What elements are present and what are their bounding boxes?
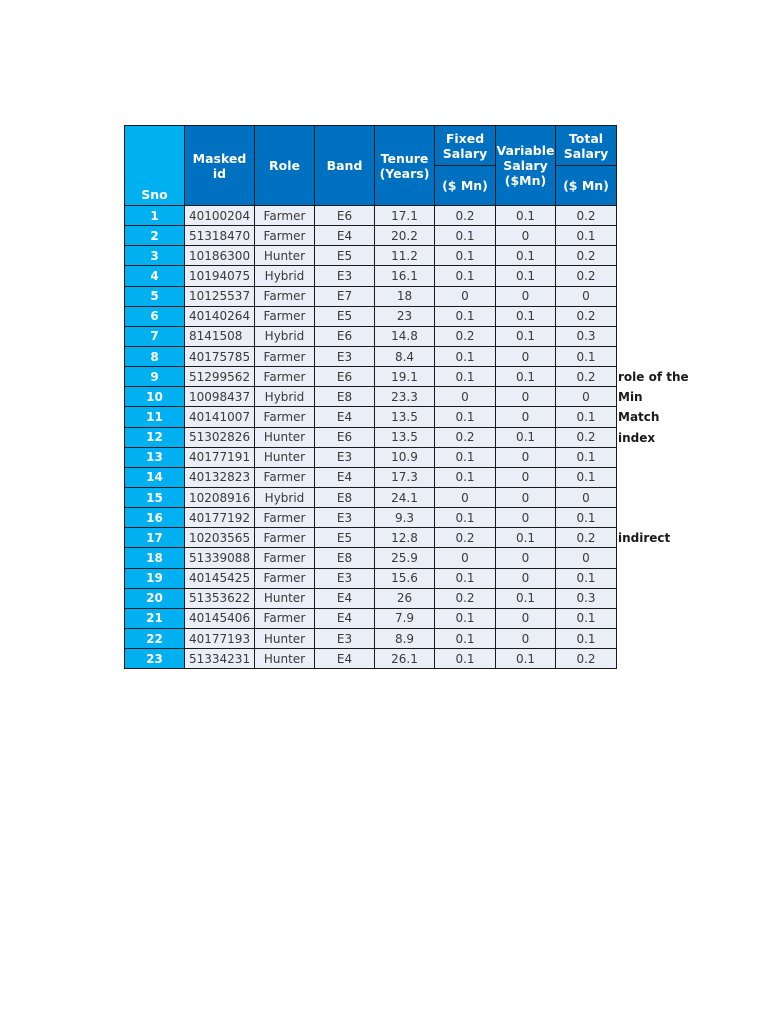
cell-variable-salary: 0.1 (496, 528, 556, 548)
cell-tenure: 15.6 (375, 568, 435, 588)
cell-total-salary: 0.1 (556, 628, 617, 648)
cell-role: Hunter (255, 447, 315, 467)
side-note-min: Min (618, 390, 643, 404)
header-fixed-unit: ($ Mn) (435, 166, 496, 206)
cell-tenure: 7.9 (375, 608, 435, 628)
side-note-match: Match (618, 410, 660, 424)
table-row (125, 326, 617, 346)
cell-masked-id: 51302826 (185, 427, 255, 447)
cell-tenure: 13.5 (375, 427, 435, 447)
cell-masked-id: 10203565 (185, 528, 255, 548)
cell-fixed-salary: 0.1 (435, 467, 496, 487)
header-role: Role (255, 126, 315, 206)
cell-band: E8 (315, 487, 375, 507)
cell-masked-id: 51334231 (185, 649, 255, 669)
cell-sno: 8 (125, 346, 185, 366)
table-row (125, 588, 617, 608)
cell-role: Farmer (255, 528, 315, 548)
cell-total-salary: 0.2 (556, 206, 617, 226)
cell-band: E4 (315, 407, 375, 427)
cell-role: Hybrid (255, 266, 315, 286)
cell-fixed-salary: 0 (435, 487, 496, 507)
cell-variable-salary: 0.1 (496, 306, 556, 326)
cell-variable-salary: 0.1 (496, 427, 556, 447)
cell-role: Hunter (255, 246, 315, 266)
cell-total-salary: 0.1 (556, 447, 617, 467)
cell-masked-id: 51339088 (185, 548, 255, 568)
cell-band: E5 (315, 306, 375, 326)
cell-masked-id: 8141508 (185, 326, 255, 346)
cell-role: Farmer (255, 306, 315, 326)
cell-role: Farmer (255, 286, 315, 306)
cell-total-salary: 0 (556, 387, 617, 407)
cell-tenure: 23 (375, 306, 435, 326)
cell-band: E6 (315, 326, 375, 346)
cell-masked-id: 10194075 (185, 266, 255, 286)
cell-role: Farmer (255, 407, 315, 427)
cell-masked-id: 40177191 (185, 447, 255, 467)
cell-fixed-salary: 0.1 (435, 246, 496, 266)
cell-masked-id: 40140264 (185, 306, 255, 326)
cell-role: Farmer (255, 226, 315, 246)
cell-total-salary: 0.2 (556, 266, 617, 286)
cell-band: E4 (315, 588, 375, 608)
cell-sno: 6 (125, 306, 185, 326)
cell-band: E5 (315, 246, 375, 266)
cell-variable-salary: 0.1 (496, 246, 556, 266)
cell-tenure: 9.3 (375, 508, 435, 528)
cell-role: Farmer (255, 508, 315, 528)
cell-fixed-salary: 0.1 (435, 568, 496, 588)
cell-variable-salary: 0 (496, 608, 556, 628)
header-masked-id: Masked id (185, 126, 255, 206)
cell-total-salary: 0.1 (556, 568, 617, 588)
cell-fixed-salary: 0.1 (435, 508, 496, 528)
cell-band: E8 (315, 548, 375, 568)
cell-masked-id: 40145406 (185, 608, 255, 628)
cell-sno: 13 (125, 447, 185, 467)
cell-total-salary: 0.1 (556, 467, 617, 487)
cell-role: Hybrid (255, 487, 315, 507)
table-header (125, 126, 617, 206)
cell-fixed-salary: 0.1 (435, 346, 496, 366)
cell-masked-id: 10208916 (185, 487, 255, 507)
cell-fixed-salary: 0.1 (435, 649, 496, 669)
cell-variable-salary: 0 (496, 286, 556, 306)
cell-masked-id: 40100204 (185, 206, 255, 226)
cell-band: E8 (315, 387, 375, 407)
side-note-indirect: indirect (618, 531, 671, 545)
cell-tenure: 18 (375, 286, 435, 306)
cell-role: Hunter (255, 649, 315, 669)
cell-tenure: 26 (375, 588, 435, 608)
table-row (125, 548, 617, 568)
cell-band: E4 (315, 467, 375, 487)
cell-band: E7 (315, 286, 375, 306)
cell-tenure: 17.3 (375, 467, 435, 487)
cell-role: Hunter (255, 628, 315, 648)
cell-sno: 21 (125, 608, 185, 628)
cell-sno: 15 (125, 487, 185, 507)
cell-role: Farmer (255, 467, 315, 487)
table-row (125, 447, 617, 467)
cell-band: E3 (315, 266, 375, 286)
cell-band: E4 (315, 649, 375, 669)
table-row (125, 628, 617, 648)
cell-role: Farmer (255, 367, 315, 387)
cell-variable-salary: 0.1 (496, 206, 556, 226)
cell-tenure: 20.2 (375, 226, 435, 246)
cell-role: Hunter (255, 588, 315, 608)
cell-tenure: 24.1 (375, 487, 435, 507)
cell-variable-salary: 0.1 (496, 367, 556, 387)
cell-band: E3 (315, 346, 375, 366)
cell-band: E6 (315, 427, 375, 447)
table-row (125, 649, 617, 669)
header-total-salary: Total Salary (556, 126, 617, 166)
cell-total-salary: 0.2 (556, 427, 617, 447)
cell-tenure: 8.9 (375, 628, 435, 648)
cell-band: E4 (315, 608, 375, 628)
cell-total-salary: 0.2 (556, 306, 617, 326)
cell-fixed-salary: 0.2 (435, 427, 496, 447)
cell-sno: 11 (125, 407, 185, 427)
table-row (125, 608, 617, 628)
cell-tenure: 17.1 (375, 206, 435, 226)
cell-fixed-salary: 0.1 (435, 306, 496, 326)
cell-total-salary: 0.1 (556, 226, 617, 246)
cell-tenure: 23.3 (375, 387, 435, 407)
cell-sno: 14 (125, 467, 185, 487)
cell-total-salary: 0 (556, 286, 617, 306)
cell-variable-salary: 0 (496, 467, 556, 487)
cell-role: Farmer (255, 608, 315, 628)
table-row (125, 467, 617, 487)
cell-fixed-salary: 0.2 (435, 326, 496, 346)
cell-band: E5 (315, 528, 375, 548)
cell-role: Farmer (255, 548, 315, 568)
table-row (125, 346, 617, 366)
cell-sno: 18 (125, 548, 185, 568)
cell-band: E6 (315, 367, 375, 387)
table-row (125, 528, 617, 548)
cell-tenure: 11.2 (375, 246, 435, 266)
cell-variable-salary: 0.1 (496, 588, 556, 608)
cell-fixed-salary: 0.1 (435, 608, 496, 628)
cell-total-salary: 0.1 (556, 346, 617, 366)
cell-sno: 17 (125, 528, 185, 548)
table-row (125, 568, 617, 588)
cell-tenure: 25.9 (375, 548, 435, 568)
cell-variable-salary: 0 (496, 407, 556, 427)
cell-tenure: 10.9 (375, 447, 435, 467)
cell-total-salary: 0.1 (556, 407, 617, 427)
cell-sno: 12 (125, 427, 185, 447)
cell-masked-id: 40132823 (185, 467, 255, 487)
cell-masked-id: 40177193 (185, 628, 255, 648)
cell-sno: 3 (125, 246, 185, 266)
cell-masked-id: 40141007 (185, 407, 255, 427)
cell-total-salary: 0 (556, 487, 617, 507)
cell-masked-id: 10186300 (185, 246, 255, 266)
cell-masked-id: 10125537 (185, 286, 255, 306)
cell-variable-salary: 0 (496, 568, 556, 588)
cell-fixed-salary: 0.2 (435, 528, 496, 548)
table-row (125, 246, 617, 266)
cell-fixed-salary: 0 (435, 548, 496, 568)
cell-total-salary: 0.2 (556, 246, 617, 266)
cell-masked-id: 40145425 (185, 568, 255, 588)
cell-fixed-salary: 0.1 (435, 367, 496, 387)
side-note-index: index (618, 431, 656, 445)
cell-total-salary: 0.3 (556, 326, 617, 346)
cell-variable-salary: 0 (496, 346, 556, 366)
salary-table-container (124, 125, 617, 669)
header-total-unit: ($ Mn) (556, 166, 617, 206)
cell-variable-salary: 0.1 (496, 649, 556, 669)
cell-role: Hunter (255, 427, 315, 447)
cell-sno: 9 (125, 367, 185, 387)
cell-role: Farmer (255, 346, 315, 366)
cell-masked-id: 51318470 (185, 226, 255, 246)
header-band: Band (315, 126, 375, 206)
cell-band: E3 (315, 628, 375, 648)
cell-sno: 5 (125, 286, 185, 306)
cell-sno: 16 (125, 508, 185, 528)
cell-variable-salary: 0.1 (496, 326, 556, 346)
cell-sno: 7 (125, 326, 185, 346)
cell-tenure: 8.4 (375, 346, 435, 366)
cell-tenure: 26.1 (375, 649, 435, 669)
cell-tenure: 19.1 (375, 367, 435, 387)
cell-role: Hybrid (255, 326, 315, 346)
cell-tenure: 13.5 (375, 407, 435, 427)
table-row (125, 407, 617, 427)
cell-masked-id: 40177192 (185, 508, 255, 528)
salary-table (124, 125, 617, 669)
cell-fixed-salary: 0.2 (435, 206, 496, 226)
cell-total-salary: 0.3 (556, 588, 617, 608)
cell-total-salary: 0 (556, 548, 617, 568)
cell-total-salary: 0.2 (556, 367, 617, 387)
table-row (125, 427, 617, 447)
cell-band: E4 (315, 226, 375, 246)
cell-variable-salary: 0 (496, 548, 556, 568)
cell-band: E3 (315, 508, 375, 528)
cell-band: E3 (315, 568, 375, 588)
cell-variable-salary: 0 (496, 628, 556, 648)
header-tenure: Tenure (Years) (375, 126, 435, 206)
cell-masked-id: 10098437 (185, 387, 255, 407)
cell-variable-salary: 0 (496, 226, 556, 246)
cell-band: E6 (315, 206, 375, 226)
cell-masked-id: 51353622 (185, 588, 255, 608)
header-sno: Sno (125, 126, 185, 206)
cell-sno: 10 (125, 387, 185, 407)
cell-fixed-salary: 0.2 (435, 588, 496, 608)
cell-sno: 19 (125, 568, 185, 588)
table-row (125, 508, 617, 528)
table-row (125, 206, 617, 226)
cell-fixed-salary: 0 (435, 286, 496, 306)
cell-variable-salary: 0.1 (496, 266, 556, 286)
cell-tenure: 12.8 (375, 528, 435, 548)
cell-sno: 22 (125, 628, 185, 648)
cell-sno: 2 (125, 226, 185, 246)
cell-variable-salary: 0 (496, 447, 556, 467)
cell-sno: 1 (125, 206, 185, 226)
cell-sno: 4 (125, 266, 185, 286)
table-row (125, 306, 617, 326)
table-row (125, 387, 617, 407)
cell-total-salary: 0.1 (556, 608, 617, 628)
cell-total-salary: 0.1 (556, 508, 617, 528)
cell-variable-salary: 0 (496, 487, 556, 507)
cell-fixed-salary: 0.1 (435, 407, 496, 427)
header-fixed-salary: Fixed Salary (435, 126, 496, 166)
cell-band: E3 (315, 447, 375, 467)
cell-fixed-salary: 0.1 (435, 226, 496, 246)
table-row (125, 286, 617, 306)
cell-fixed-salary: 0.1 (435, 628, 496, 648)
table-body (125, 206, 617, 669)
cell-tenure: 16.1 (375, 266, 435, 286)
cell-sno: 20 (125, 588, 185, 608)
cell-fixed-salary: 0.1 (435, 447, 496, 467)
cell-fixed-salary: 0.1 (435, 266, 496, 286)
header-variable-salary: Variable Salary ($Mn) (496, 126, 556, 206)
cell-sno: 23 (125, 649, 185, 669)
cell-role: Farmer (255, 568, 315, 588)
cell-total-salary: 0.2 (556, 528, 617, 548)
cell-role: Hybrid (255, 387, 315, 407)
cell-masked-id: 51299562 (185, 367, 255, 387)
side-note-role-of-the: role of the (618, 370, 689, 384)
cell-variable-salary: 0 (496, 387, 556, 407)
cell-role: Farmer (255, 206, 315, 226)
cell-variable-salary: 0 (496, 508, 556, 528)
table-row (125, 367, 617, 387)
table-row (125, 487, 617, 507)
cell-total-salary: 0.2 (556, 649, 617, 669)
cell-fixed-salary: 0 (435, 387, 496, 407)
table-row (125, 226, 617, 246)
cell-masked-id: 40175785 (185, 346, 255, 366)
cell-tenure: 14.8 (375, 326, 435, 346)
table-row (125, 266, 617, 286)
